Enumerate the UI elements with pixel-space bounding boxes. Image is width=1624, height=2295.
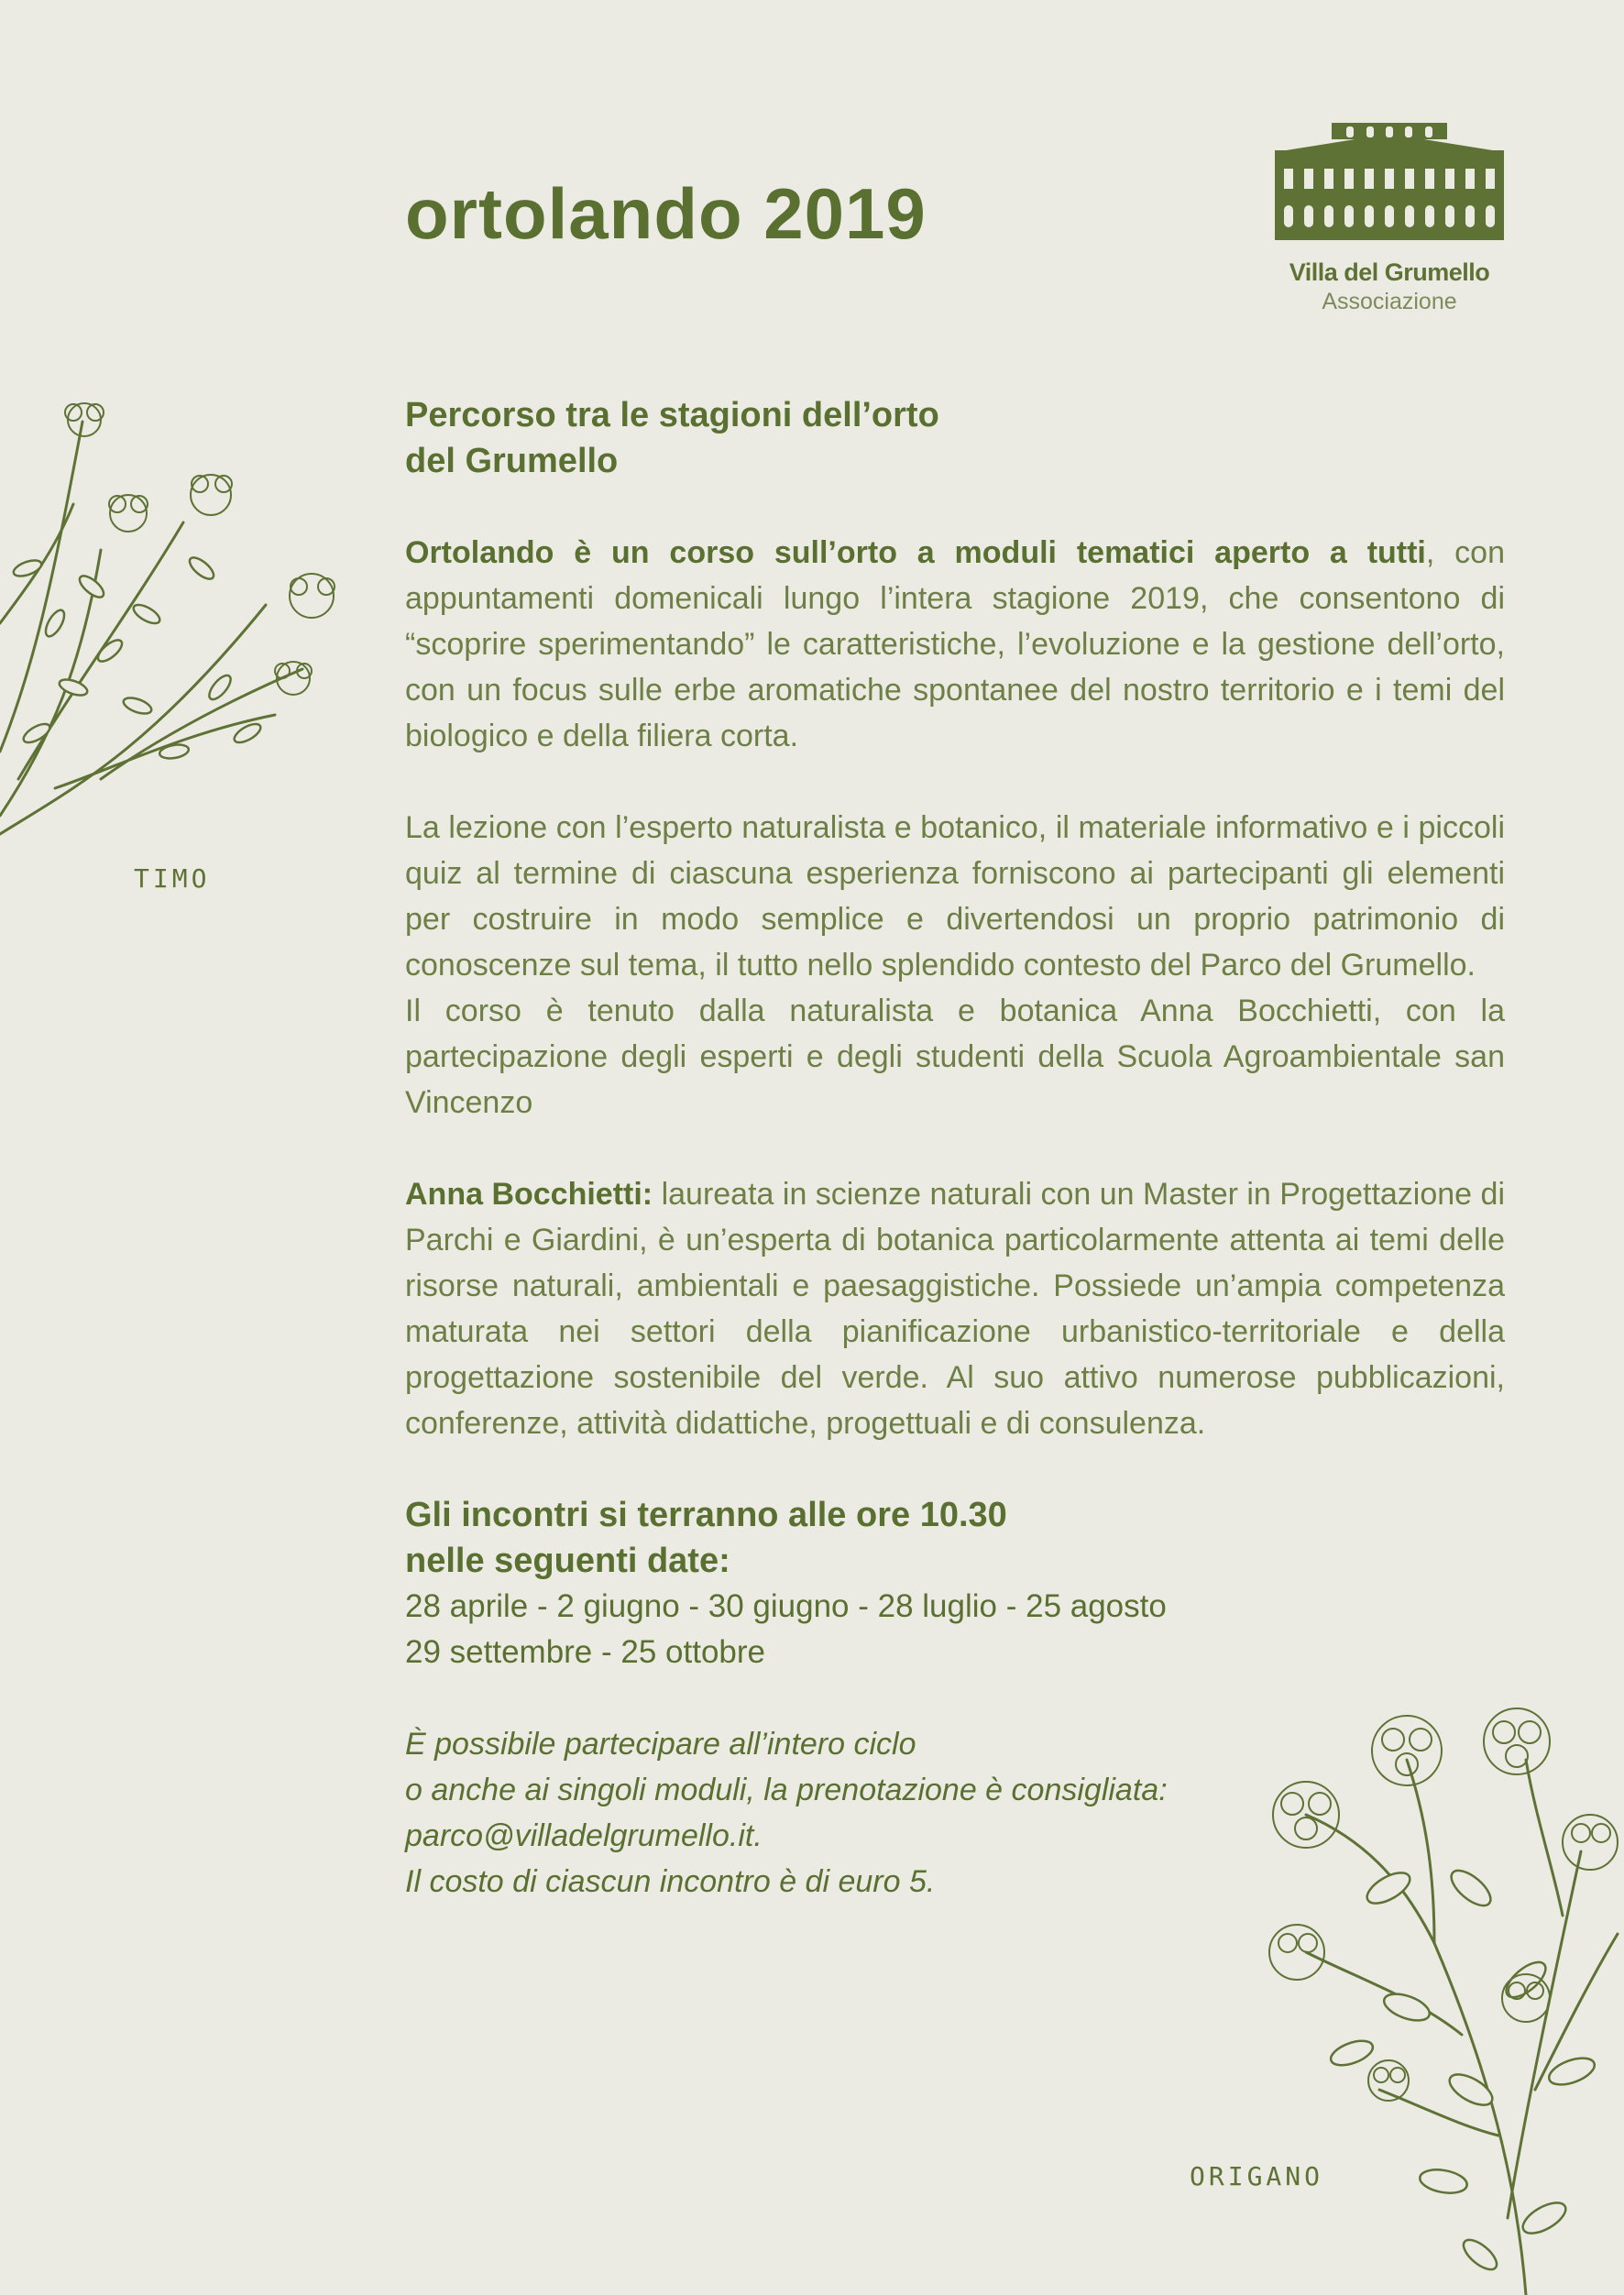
schedule-heading bbox=[405, 1492, 1505, 1584]
thyme-illustration bbox=[0, 385, 367, 843]
oregano-label: ORIGANO bbox=[1190, 2161, 1324, 2191]
bio-name: Anna Bocchietti: bbox=[405, 1177, 653, 1212]
logo-subtitle: Associazione bbox=[1322, 289, 1457, 314]
intro-text: , con appuntamenti domenicali lungo l’intera stagione 2019, che consentono di “scoprire sperimentando” le caratteristiche, l’evoluzione e la gestione dell’orto, con un focus sulle erbe aromatiche spontanee del nostro territorio e i temi del biologico e della filiera corta. bbox=[405, 535, 1505, 753]
schedule-dates bbox=[405, 1584, 1505, 1675]
schedule-dates-2: 29 settembre - 25 ottobre bbox=[405, 1634, 765, 1670]
bio-text: laureata in scienze naturali con un Master in Progettazione di Parchi e Giardini, è un’esperta di botanica particolarmente attenta ai temi delle risorse naturali, ambientali e paesaggistiche. Possiede un’ampia competenza maturata nei settori della pianificazione urbanistico-territoriale e della progettazione sostenibile del verde. Al suo attivo numerose pubblicazioni, conferenze, attività didattiche, progettuali e di consulenza. bbox=[405, 1177, 1505, 1441]
schedule-dates-1: 28 aprile - 2 giugno - 30 giugno - 28 luglio - 25 agosto bbox=[405, 1588, 1167, 1624]
subtitle-line-2: del Grumello bbox=[405, 442, 619, 480]
association-logo bbox=[1272, 117, 1507, 315]
intro-lead: Ortolando è un corso sull’orto a moduli tematici aperto a tutti bbox=[405, 535, 1426, 570]
main-content bbox=[405, 392, 1505, 1905]
logo-name: Villa del Grumello bbox=[1289, 258, 1490, 286]
info-line-2: o anche ai singoli moduli, la prenotazione è consigliata: bbox=[405, 1773, 1168, 1807]
subtitle bbox=[405, 392, 1505, 484]
subtitle-line-1: Percorso tra le stagioni dell’orto bbox=[405, 396, 939, 434]
thyme-label: TIMO bbox=[134, 863, 211, 894]
bio-paragraph bbox=[405, 1171, 1505, 1446]
page-title: ortolando 2019 bbox=[405, 173, 927, 254]
intro-paragraph bbox=[405, 530, 1505, 759]
contact-email-link[interactable]: parco@villadelgrumello.it. bbox=[405, 1818, 763, 1853]
schedule-heading-1: Gli incontri si terranno alle ore 10.30 bbox=[405, 1496, 1007, 1534]
info-line-4: Il costo di ciascun incontro è di euro 5. bbox=[405, 1864, 936, 1899]
villa-building-icon bbox=[1275, 117, 1504, 240]
lesson-paragraph: La lezione con l’esperto naturalista e botanico, il materiale informativo e i piccoli quiz al termine di ciascuna esperienza forniscono ai partecipanti gli elementi per costruire in modo semplice e divertendosi un proprio patrimonio di conoscenze sul tema, il tutto nello splendido contesto del Parco del Grumello. bbox=[405, 810, 1505, 983]
course-paragraph: Il corso è tenuto dalla naturalista e botanica Anna Bocchietti, con la partecipazione degli esperti e degli studenti della Scuola Agroambientale san Vincenzo bbox=[405, 994, 1505, 1120]
info-line-1: È possibile partecipare all’intero ciclo bbox=[405, 1727, 916, 1762]
schedule-heading-2: nelle seguenti date: bbox=[405, 1542, 730, 1580]
booking-info bbox=[405, 1721, 1505, 1905]
